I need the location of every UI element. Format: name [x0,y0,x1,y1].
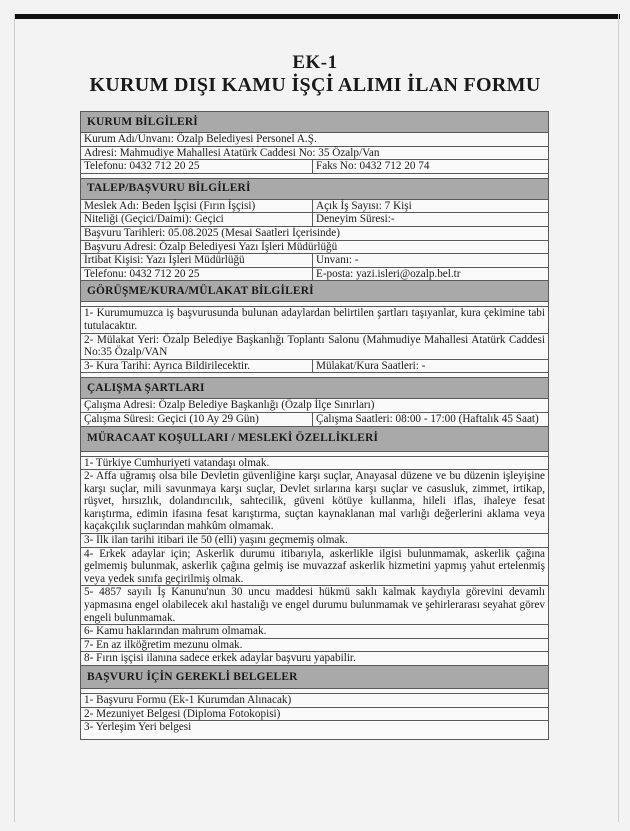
talep-telefon: Telefonu: 0432 712 20 25 [81,267,313,281]
form-title: KURUM DIŞI KAMU İŞÇİ ALIMI İLAN FORMU [89,74,541,96]
section-calisma-title: ÇALIŞMA ŞARTLARI [81,378,549,399]
muracaat-item: 5- 4857 sayılı İş Kanunu'nun 30 uncu maddesi hükmü saklı kalmak kaydıyla görevini devamlı yapmasına engel olabilecek akıl hastalığı ve engel durumu bulunmamak ve şehirlerarası seyahat görev engeli bulunmamak. [81,586,549,625]
document-header [0,52,630,97]
calisma-adres: Çalışma Adresi: Özalp Belediye Başkanlığı (Özalp İlçe Sınırları) [81,399,549,413]
section-belgeler-title: BAŞVURU İÇİN GEREKLİ BELGELER [81,666,549,689]
kurum-fax: Faks No: 0432 712 20 74 [313,160,549,174]
talep-tarih: Başvuru Tarihleri: 05.08.2025 (Mesai Saatleri İçerisinde) [81,226,549,240]
talep-deneyim: Deneyim Süresi:- [313,213,549,227]
kurum-name: Kurum Adı/Unvanı: Özalp Belediyesi Personel A.Ş. [81,133,549,147]
muracaat-item: 1- Türkiye Cumhuriyeti vatandaşı olmak. [81,456,549,470]
talep-irtibat: İrtibat Kişisi: Yazı İşleri Müdürlüğü [81,254,313,268]
top-edge-bar [14,14,620,19]
kurum-address: Adresi: Mahmudiye Mahallesi Atatürk Caddesi No: 35 Özalp/Van [81,146,549,160]
announcement-form [80,111,548,740]
section-gorusme-title: GÖRÜŞME/KURA/MÜLAKAT BİLGİLERİ [81,281,549,302]
belge-item: 2- Mezuniyet Belgesi (Diploma Fotokopisi) [81,707,549,721]
muracaat-item: 8- Fırın işçisi ilanına sadece erkek adaylar başvuru yapabilir. [81,652,549,666]
calisma-sure: Çalışma Süresi: Geçici (10 Ay 29 Gün) [81,412,313,426]
section-talep-title: TALEP/BAŞVURU BİLGİLERİ [81,178,549,199]
talep-adres: Başvuru Adresi: Özalp Belediyesi Yazı İşleri Müdürlüğü [81,240,549,254]
gorusme-item-1: 1- Kurumumuzca iş başvurusunda bulunan adaylardan belirtilen şartları taşıyanlar, kura çekimine tabi tutulacaktır. [81,307,549,333]
belge-item: 3- Yerleşim Yeri belgesi [81,721,549,740]
gorusme-kura-tarihi: 3- Kura Tarihi: Ayrıca Bildirilecektir. [81,359,313,373]
page-left-edge [14,14,15,831]
muracaat-item: 4- Erkek adaylar için; Askerlik durumu itibarıyla, askerlikle ilgisi bulunmamak, askerlik çağına gelmemiş bulunmak, askerlik çağına gelmiş ise muvazzaf askerlik hizmetini yapmış yahut ertelenmiş veya yedek sınıfa geçirilmiş olmak. [81,547,549,586]
kurum-phone: Telefonu: 0432 712 20 25 [81,160,313,174]
page-bottom-edge [0,822,630,831]
talep-eposta: E-posta: yazi.isleri@ozalp.bel.tr [313,267,549,281]
muracaat-item: 7- En az ilköğretim mezunu olmak. [81,638,549,652]
talep-nitelik: Niteliği (Geçici/Daimi): Geçici [81,213,313,227]
calisma-saatler: Çalışma Saatleri: 08:00 - 17:00 (Haftalık 45 Saat) [313,412,549,426]
annex-label: EK-1 [292,52,338,73]
talep-acik-is: Açık İş Sayısı: 7 Kişi [313,199,549,213]
muracaat-item: 3- İlk ilan tarihi itibari ile 50 (elli) yaşını geçmemiş olmak. [81,534,549,548]
talep-unvan: Unvanı: - [313,254,549,268]
form-table [80,111,549,740]
gorusme-item-2: 2- Mülakat Yeri: Özalp Belediye Başkanlığı Toplantı Salonu (Mahmudiye Mahallesi Atatürk Caddesi No:35 Özalp/VAN [81,333,549,359]
talep-meslek: Meslek Adı: Beden İşçisi (Fırın İşçisi) [81,199,313,213]
muracaat-item: 6- Kamu haklarından mahrum olmamak. [81,625,549,639]
section-muracaat-title: MÜRACAAT KOŞULLARI / MESLEKİ ÖZELLİKLERİ [81,426,549,451]
page-right-edge [618,14,619,831]
belge-item: 1- Başvuru Formu (Ek-1 Kurumdan Alınacak) [81,694,549,708]
muracaat-item: 2- Affa uğramış olsa bile Devletin güvenliğine karşı suçlar, Anayasal düzene ve bu düzenin işleyişine karşı suçlar, mili savunmaya karşı suçlar, Devlet sırlarına karşı suçlar ve casusluk, zimmet, irtikap, rüşvet, hırsızlık, dolandırıcılık, sahtecilik, güveni kötüye kullanma, hileli iflas, ihaleye fesat karıştırma, edimin ifasına fesat karıştırma, suçtan kaynaklanan mal varlığı değerlerini aklama veya kaçakçılık suçlarından mahkûm olmamak. [81,470,549,534]
section-kurum-title: KURUM BİLGİLERİ [81,112,549,133]
gorusme-saatler: Mülakat/Kura Saatleri: - [313,359,549,373]
